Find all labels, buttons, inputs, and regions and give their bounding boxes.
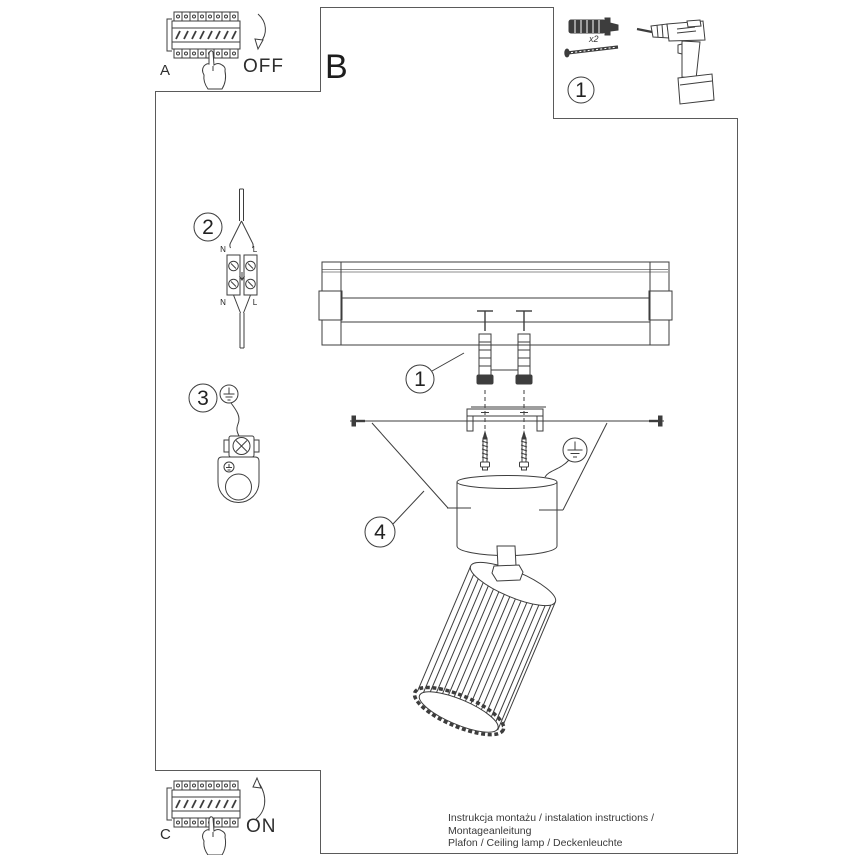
wire-label-n-top: N xyxy=(220,245,226,254)
wall-plug-icon xyxy=(569,18,618,35)
ground-symbol-icon xyxy=(220,385,238,403)
terminal-blocks xyxy=(227,255,257,295)
ground-wire-main xyxy=(545,460,569,477)
callout-4-number: 4 xyxy=(374,521,386,544)
mounting-bracket xyxy=(467,407,546,431)
ground-symbol-icon-main xyxy=(545,438,587,477)
wall-plug-right xyxy=(516,334,532,384)
footer-line-2: Plafon / Ceiling lamp / Deckenleuchte xyxy=(448,837,623,849)
circuit-breaker-icon xyxy=(167,12,240,58)
ceiling-plane-line xyxy=(350,416,664,426)
canopy xyxy=(447,476,563,556)
mains-cable-bottom xyxy=(234,295,251,348)
wire-label-n-bottom: N xyxy=(220,298,226,307)
ground-wire xyxy=(231,403,239,436)
grounding-step-illustration xyxy=(183,378,275,512)
breaker-off-panel xyxy=(155,7,321,92)
mounting-kit-illustration xyxy=(554,7,739,119)
ceiling-rail xyxy=(319,262,672,345)
mounting-screw-right xyxy=(520,432,529,470)
breaker-off-illustration xyxy=(155,7,321,92)
drill-icon xyxy=(637,20,714,104)
step2-callout-number: 2 xyxy=(202,216,214,239)
breaker-on-illustration xyxy=(155,771,321,855)
footer-instructions xyxy=(448,812,740,850)
step3-callout-number: 3 xyxy=(197,387,209,410)
on-label: ON xyxy=(246,816,277,837)
assembly-diagram xyxy=(318,252,684,764)
alignment-guides xyxy=(485,390,524,431)
arrow-down-icon xyxy=(255,14,265,49)
mounting-screw-left xyxy=(481,432,490,470)
wire-label-l-bottom: L xyxy=(252,298,258,307)
kit-callout-number: 1 xyxy=(575,79,587,102)
off-label: OFF xyxy=(243,56,284,77)
wiring-step-illustration xyxy=(183,182,275,354)
mains-cable-top xyxy=(230,189,253,248)
mounting-tab-bracket xyxy=(218,457,259,502)
shade-joint xyxy=(492,546,523,581)
arrow-up-icon xyxy=(253,778,265,819)
section-b-letter: B xyxy=(325,48,348,86)
wall-plug-left xyxy=(477,334,493,384)
panel-c-letter: C xyxy=(160,826,171,843)
screw-head-markers xyxy=(477,311,532,331)
panel-a-letter: A xyxy=(160,62,171,79)
footer-line-1: Instrukcja montażu / instalation instructions / Montageanleitung xyxy=(448,812,655,837)
ground-terminal-clamp xyxy=(224,436,259,457)
mounting-kit-box xyxy=(553,7,738,119)
lamp-shade xyxy=(409,553,562,744)
callout-1-number: 1 xyxy=(414,368,426,391)
wire-label-l-top: L xyxy=(252,245,258,254)
breaker-on-panel xyxy=(155,770,321,854)
screw-icon xyxy=(565,47,618,57)
dowel-quantity-label: x2 xyxy=(589,34,599,44)
circuit-breaker-icon xyxy=(167,781,240,827)
